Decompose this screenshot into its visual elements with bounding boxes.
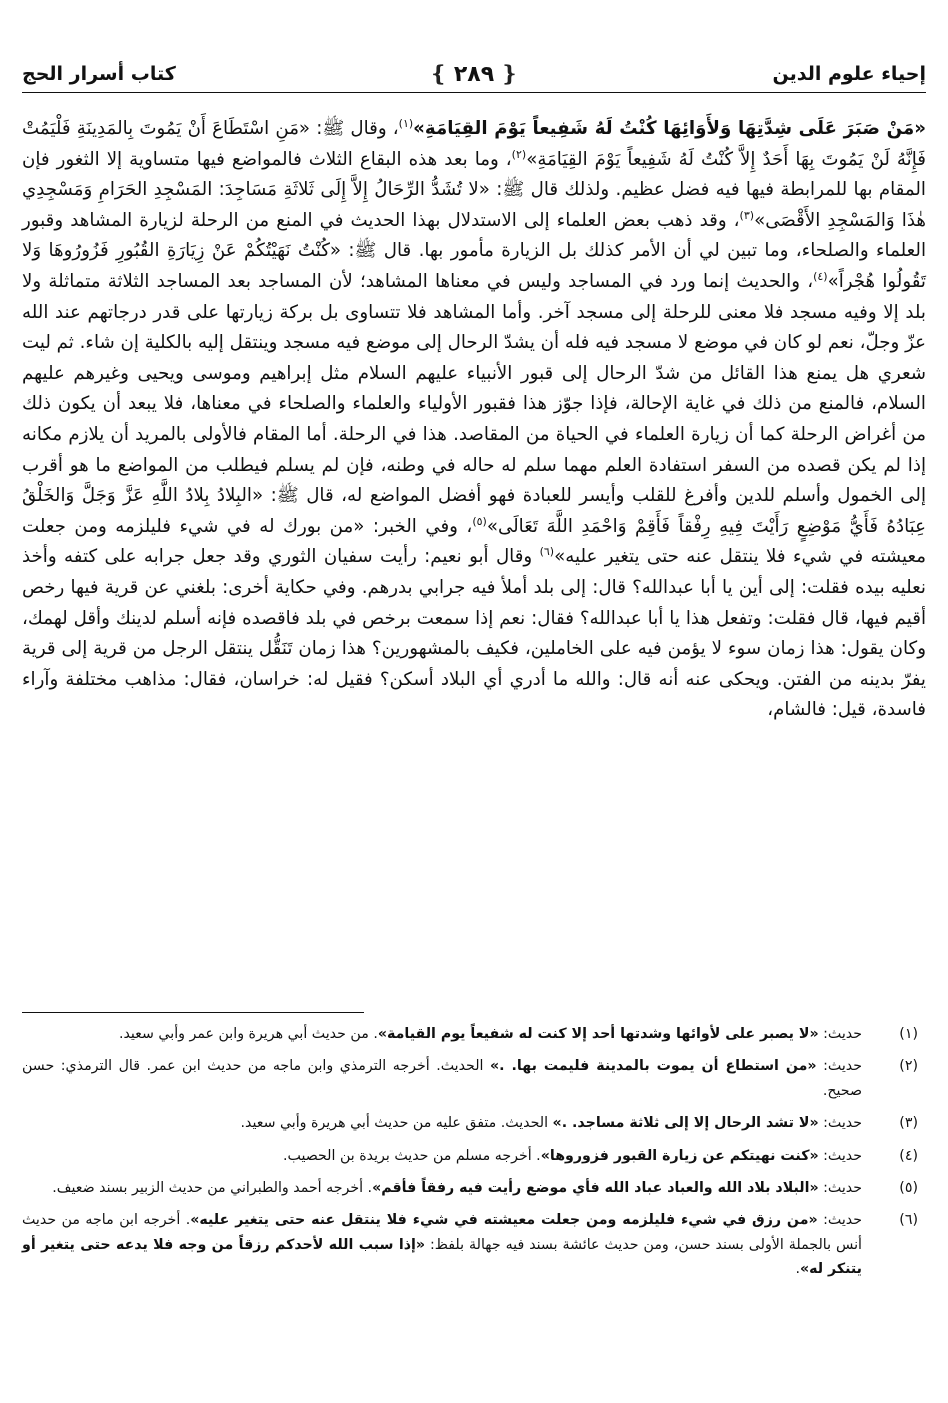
hadith-quote-1: «مَنْ صَبَرَ عَلَى شِدَّتِهَا وَلأَوَائِهَا كُنْتُ لَهُ شَفِيعاً يَوْمَ القِيَامَةِ»	[413, 118, 926, 139]
footnote-rule	[22, 1012, 364, 1013]
chapter-title: كتاب أسرار الحج	[22, 63, 176, 85]
footnote-quote: «لا يصبر على لأوائها وشدتها أحد إلا كنت له شفيعاً يوم القيامة»	[377, 1026, 819, 1042]
footnote-prefix: حديث:	[818, 1026, 862, 1042]
footnote-number: (٦)	[899, 1212, 918, 1229]
footnote-text	[22, 1176, 862, 1200]
footnote-text	[22, 1208, 862, 1281]
page	[22, 0, 926, 1403]
footnote-prefix: حديث:	[816, 1058, 862, 1075]
page-number: ٢٨٩	[453, 61, 495, 87]
book-title: إحياء علوم الدين	[772, 63, 926, 85]
footnote-quote: «لا تشد الرحال إلا إلى ثلاثة مساجد. .»	[552, 1115, 819, 1132]
footnote-prefix: حديث:	[818, 1180, 862, 1197]
page-header	[22, 58, 926, 90]
footnote-ref-5: (٥)	[472, 514, 487, 528]
footnote-number: (١)	[899, 1026, 918, 1042]
page-number-block	[429, 62, 518, 87]
footnote-source: الحديث. أخرجه الترمذي وابن ماجه من حديث ابن عمر. قال الترمذي: حسن صحيح.	[22, 1058, 862, 1099]
footnote-source: الحديث. متفق عليه من حديث أبي هريرة وأبي سعيد.	[240, 1115, 553, 1132]
footnotes	[22, 1022, 926, 1290]
footnote-text	[22, 1111, 862, 1135]
footnote-end: .	[795, 1261, 800, 1278]
footnote-ref-4: (٤)	[813, 269, 828, 283]
footnote-item	[22, 1054, 926, 1103]
footnote-source: . أخرجه أحمد والطبراني من حديث الزبير بسند ضعيف.	[52, 1180, 373, 1197]
footnote-prefix: حديث:	[818, 1147, 862, 1164]
footnote-number: (٥)	[899, 1180, 918, 1197]
header-rule	[22, 92, 926, 93]
footnote-quote: «كنت نهيتكم عن زيارة القبور فزوروها»	[540, 1147, 819, 1164]
paragraph-segment-4: ، وقد ذهب بعض العلماء إلى الاستدلال بهذا الحديث في المنع من الرحلة لزيارة المشاهد وقبور العلماء والصلحاء، وما تبين لي أن الأمر كذلك بل الزيارة مأمور بها. قال ﷺ: «كُنْتُ نَهَيْتُكُمْ عَنْ زِيَارَةِ القُبُورِ فَزُورُوهَا وَلا تَقُولُوا هُجْراً»	[22, 209, 926, 292]
paragraph-segment-2: ، وقال ﷺ: «مَنِ اسْتَطَاعَ أَنْ يَمُوتَ بِالمَدِينَةِ فَلْيَمُتْ فَإِنَّهُ لَنْ يَمُوتَ بِهَا أَحَدٌ إِلاَّ كُنْتُ لَهُ شَفِيعاً يَوْمَ القِيَامَةِ»	[22, 118, 926, 170]
footnote-item	[22, 1022, 926, 1046]
footnote-quote-2: «إذا سبب الله لأحدكم رزقاً من وجه فلا يدعه حتى يتغير أو يتنكر له»	[22, 1236, 862, 1278]
footnote-quote: «البلاد بلاد الله والعباد عباد الله فأي موضع رأيت فيه رفقاً فأقم»	[372, 1180, 819, 1197]
paragraph-segment-3: ، وما بعد هذه البقاع الثلاث فالمواضع فيها متساوية إلا الثغور فإن المقام بها للمرابطة فيها فيه فضل عظيم. ولذلك قال ﷺ: «لا تُشَدُّ الرِّحَالُ إِلاَّ إِلَى ثَلاثَةِ مَسَاجِدَ: المَسْجِدِ الحَرَامِ وَمَسْجِدِي هٰذَا وَالمَسْجِدِ الأَقْصَى»	[22, 148, 926, 231]
footnote-source: . أخرجه ابن ماجه من حديث أنس بالجملة الأولى بسند حسن، ومن حديث عائشة بسند فيه جهالة بلفظ:	[22, 1212, 862, 1253]
ornament-left-icon: ❵	[429, 61, 448, 87]
footnote-ref-1: (١)	[398, 116, 414, 130]
footnote-number: (٢)	[899, 1058, 918, 1075]
footnote-prefix: حديث:	[817, 1212, 863, 1229]
footnote-source: . من حديث أبي هريرة وابن عمر وأبي سعيد.	[118, 1026, 378, 1042]
footnote-ref-2: (٢)	[511, 147, 527, 161]
footnote-quote: «من رزق في شيء فليلزمه ومن جعلت معيشته في شيء فلا ينتقل عنه حتى يتغير عليه»	[190, 1212, 818, 1229]
main-text	[22, 114, 926, 726]
footnote-source: . أخرجه مسلم من حديث بريدة بن الحصيب.	[283, 1147, 541, 1164]
footnote-number: (٣)	[899, 1115, 918, 1132]
ornament-right-icon: ❴	[500, 61, 519, 87]
footnote-number: (٤)	[899, 1147, 918, 1164]
paragraph-segment-7: وقال أبو نعيم: رأيت سفيان الثوري وقد جعل جرابه على كتفه وأخذ نعليه بيده فقلت: إلى أين يا أبا عبدالله؟ قال: إلى بلد أملأ فيه جرابي بدرهم. وفي حكاية أخرى: بلغني عن قرية فيها رخص أقيم فيها، قال فقلت: وتفعل هذا يا أبا عبدالله؟ فقال: نعم إذا سمعت برخص في بلد فاقصده فإنه أسلم لدينك وأقل لهمك، وكان يقول: هذا زمان سوء لا يؤمن فيه على الخاملين، فكيف بالمشهورين؟ هذا زمان تَنَقُّل ينتقل الرجل من قرية إلى قرية يفرّ بدينه من الفتن. ويحكى عنه أنه قال: والله ما أدري أي البلاد أسكن؟ فقيل له: خراسان، فقال: مذاهب مختلفة وآراء فاسدة، قيل: فالشام،	[22, 546, 926, 721]
footnote-item	[22, 1176, 926, 1200]
paragraph-segment-5: ، والحديث إنما ورد في المساجد وليس في معناها المشاهد؛ لأن المساجد بعد المساجد الثلاثة متماثلة ولا بلد إلا وفيه مسجد فلا معنى للرحلة إلى مسجد آخر. وأما المشاهد فلا تتساوى بل بركة زيارتها على قدر درجاتهم عند الله عزّ وجلّ، نعم لو كان في موضع لا مسجد فيه فله أن يشدّ الرحال إلى موضع فيه مسجد وينتقل إليه بالكلية إن شاء. ثم ليت شعري هل يمنع هذا القائل من شدّ الرحال إلى قبور الأنبياء عليهم السلام مثل إبراهيم وموسى ويحيى وغيرهم عليهم السلام، فالمنع من ذلك في غاية الإحالة، فإذا جوّز هذا فقبور الأولياء والعلماء والصلحاء في معناها، فلا يبعد أن يكون ذلك من أغراض الرحلة كما أن زيارة العلماء في الحياة من المقاصد. هذا في الرحلة. أما المقام فالأولى بالمريد أن يلازم مكانه إذا لم يكن قصده من السفر استفادة العلم مهما سلم له حاله في وطنه، فإن لم يسلم فيطلب من المواضع ما هو أقرب إلى الخمول وأسلم للدين وأفرغ للقلب وأيسر للعبادة فهو أفضل المواضع له، قال ﷺ: «البِلادُ بِلادُ اللَّهِ عَزَّ وَجَلَّ وَالخَلْقُ عِبَادُهُ فَأَيُّ مَوْضِعٍ رَأَيْتَ فِيهِ رِفْقاً فَأَقِمْ وَاحْمَدِ اللَّهَ تَعَالَى»	[22, 270, 926, 537]
footnote-text	[22, 1054, 862, 1103]
footnote-item	[22, 1111, 926, 1135]
footnote-prefix: حديث:	[818, 1115, 862, 1132]
footnote-text	[22, 1022, 862, 1046]
footnote-quote: «من استطاع أن يموت بالمدينة فليمت بها. .»	[490, 1058, 817, 1075]
footnote-item	[22, 1208, 926, 1281]
footnote-text	[22, 1144, 862, 1168]
footnote-ref-6: (٦)	[539, 545, 555, 559]
footnote-ref-3: (٣)	[739, 208, 755, 222]
footnote-item	[22, 1144, 926, 1168]
paragraph-segment-6: ، وفي الخبر: «من بورك له في شيء فليلزمه ومن جعلت معيشته في شيء فلا ينتقل عنه حتى يتغير عليه»	[22, 515, 926, 568]
